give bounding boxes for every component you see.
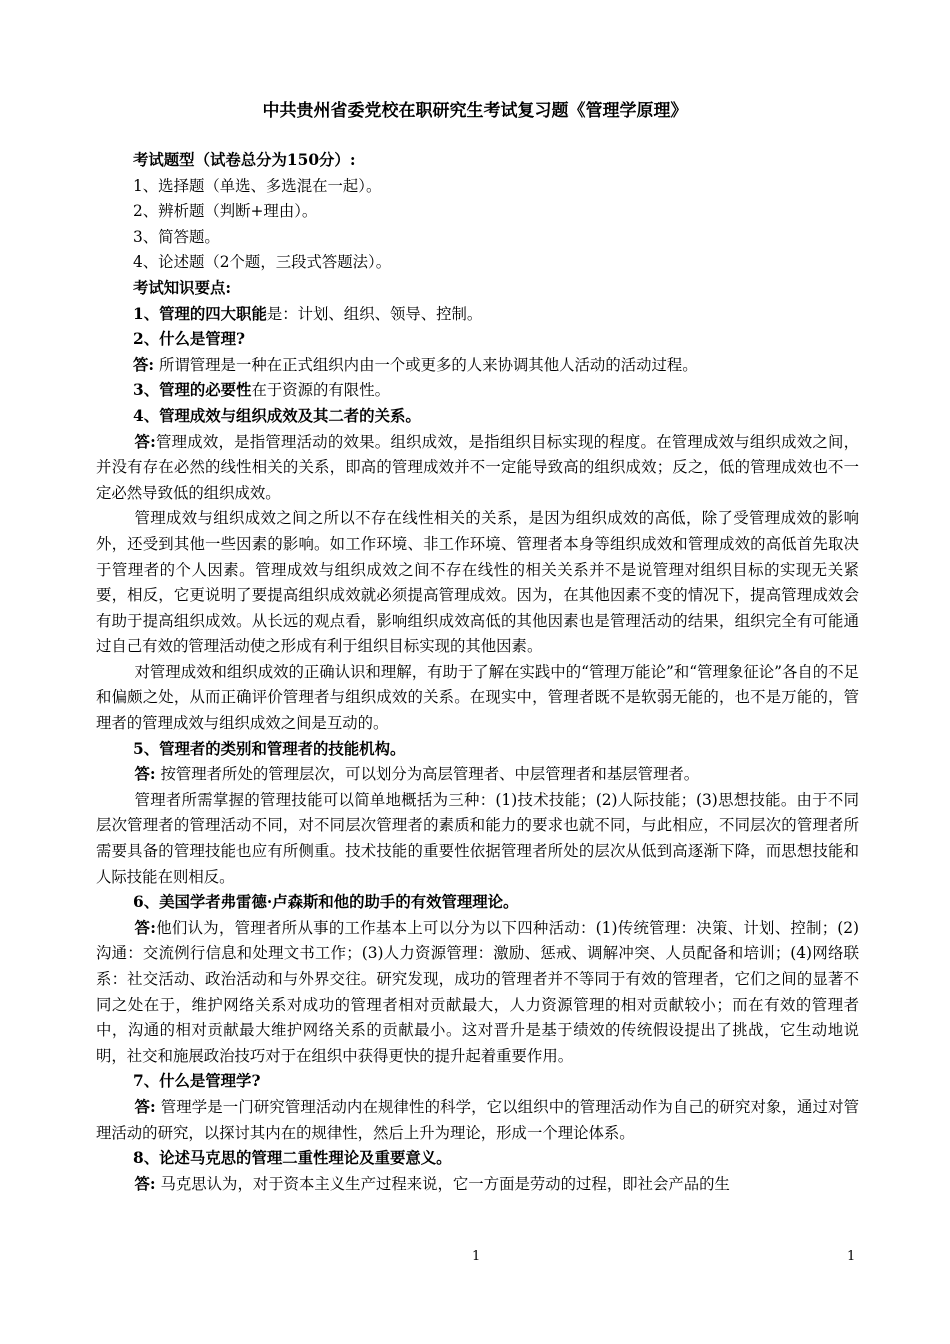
question-1-text: 是：计划、组织、领导、控制。 <box>266 304 483 323</box>
answer-5-paragraph-1 <box>96 762 859 788</box>
question-2: 2、什么是管理? <box>133 330 246 349</box>
document-title: 中共贵州省委党校在职研究生考试复习题《管理学原理》 <box>262 101 688 121</box>
question-1-title: 1、管理的四大职能 <box>133 304 267 323</box>
question-3-text: 在于资源的有限性。 <box>251 381 390 400</box>
answer-8 <box>96 1172 859 1198</box>
question-3-title: 3、管理的必要性 <box>133 381 252 400</box>
question-4: 4、管理成效与组织成效及其二者的关系。 <box>133 406 421 425</box>
answer-4-paragraph-3: 对管理成效和组织成效的正确认识和理解，有助于了解在实践中的“管理万能论”和“管理象征论”各自的不足和偏颇之处，从而正确评价管理者与组织成效的关系。在现实中，管理者既不是软弱无能的，也不是万能的，管理者的管理成效与组织成效之间是互动的。 <box>96 662 859 733</box>
answer-label: 答: <box>134 765 156 784</box>
question-6: 6、美国学者弗雷德·卢森斯和他的助手的有效管理理论。 <box>133 893 519 912</box>
answer-5-text-1: 按管理者所处的管理层次，可以划分为高层管理者、中层管理者和基层管理者。 <box>160 765 700 784</box>
page-number-right: 1 <box>847 1249 856 1264</box>
exam-type-item: 1、选择题（单选、多选混在一起）。 <box>133 176 382 195</box>
page-number-center: 1 <box>472 1249 481 1264</box>
answer-2-text: 所谓管理是一种在正式组织内由一个或更多的人来协调其他人活动的活动过程。 <box>158 355 698 374</box>
question-3 <box>96 378 859 404</box>
question-8: 8、论述马克思的管理二重性理论及重要意义。 <box>133 1149 452 1168</box>
answer-4-paragraph-1 <box>96 430 859 507</box>
answer-5-paragraph-2: 管理者所需掌握的管理技能可以简单地概括为三种：(1)技术技能；(2)人际技能；(3)思想技能。由于不同层次管理者的管理活动不同，对不同层次管理者的素质和能力的要求也就不同，与此相应，不同层次的管理者所需要具备的管理技能也应有所侧重。技术技能的重要性依据管理者所处的层次从低到高逐渐下降，而思想技能和人际技能在则相反。 <box>96 790 859 886</box>
answer-label: 答: <box>134 1174 156 1193</box>
question-7: 7、什么是管理学? <box>133 1072 261 1091</box>
answer-7-text: 管理学是一门研究管理活动内在规律性的科学，它以组织中的管理活动作为自己的研究对象，通过对管理活动的研究，以探讨其内在的规律性，然后上升为理论，形成一个理论体系。 <box>96 1097 859 1142</box>
answer-7 <box>96 1095 859 1146</box>
document-body <box>96 148 859 1197</box>
answer-4-text-1: 管理成效，是指管理活动的效果。组织成效，是指组织目标实现的程度。在管理成效与组织成效之间，并没有存在必然的线性相关的关系，即高的管理成效并不一定能导致高的组织成效；反之，低的管理成效也不一定必然导致低的组织成效。 <box>96 432 859 502</box>
answer-label: 答: <box>134 432 156 451</box>
question-5: 5、管理者的类别和管理者的技能机构。 <box>133 739 406 758</box>
answer-6-text: 他们认为，管理者所从事的工作基本上可以分为以下四种活动：(1)传统管理：决策、计划、控制；(2)沟通：交流例行信息和处理文书工作；(3)人力资源管理：激励、惩戒、调解冲突、人员配备和培训；(4)网络联系：社交活动、政治活动和与外界交往。研究发现，成功的管理者并不等同于有效的管理者，它们之间的显著不同之处在于，维护网络关系对成功的管理者相对贡献最大，人力资源管理的相对贡献较小；而在有效的管理者中，沟通的相对贡献最大维护网络关系的贡献最小。这对晋升是基于绩效的传统假设提出了挑战，它生动地说明，社交和施展政治技巧对于在组织中获得更快的提升起着重要作用。 <box>96 918 860 1065</box>
answer-label: 答: <box>134 918 156 937</box>
exam-types-heading: 考试题型（试卷总分为150分）: <box>133 151 356 169</box>
answer-2 <box>96 353 859 379</box>
exam-type-item: 2、辨析题（判断+理由）。 <box>133 202 318 221</box>
answer-8-text: 马克思认为，对于资本主义生产过程来说，它一方面是劳动的过程，即社会产品的生 <box>160 1174 730 1193</box>
key-points-heading: 考试知识要点: <box>133 278 232 297</box>
answer-label: 答: <box>134 1097 156 1116</box>
answer-label: 答: <box>133 355 155 374</box>
exam-type-item: 4、论述题（2个题，三段式答题法）。 <box>133 253 392 272</box>
exam-type-item: 3、简答题。 <box>133 227 220 246</box>
answer-4-paragraph-2: 管理成效与组织成效之间之所以不存在线性相关的关系，是因为组织成效的高低，除了受管理成效的影响外，还受到其他一些因素的影响。如工作环境、非工作环境、管理者本身等组织成效和管理成效的高低首先取决于管理者的个人因素。管理成效与组织成效之间不存在线性的相关关系并不是说管理对组织目标的实现无关紧要，相反，它更说明了要提高组织成效就必须提高管理成效。因为，在其他因素不变的情况下，提高管理成效会有助于提高组织成效。从长远的观点看，影响组织成效高低的其他因素也是管理活动的结果，组织完全有可能通过自己有效的管理活动使之形成有利于组织目标实现的其他因素。 <box>96 509 859 656</box>
question-1 <box>96 302 859 328</box>
answer-6 <box>96 916 859 1070</box>
